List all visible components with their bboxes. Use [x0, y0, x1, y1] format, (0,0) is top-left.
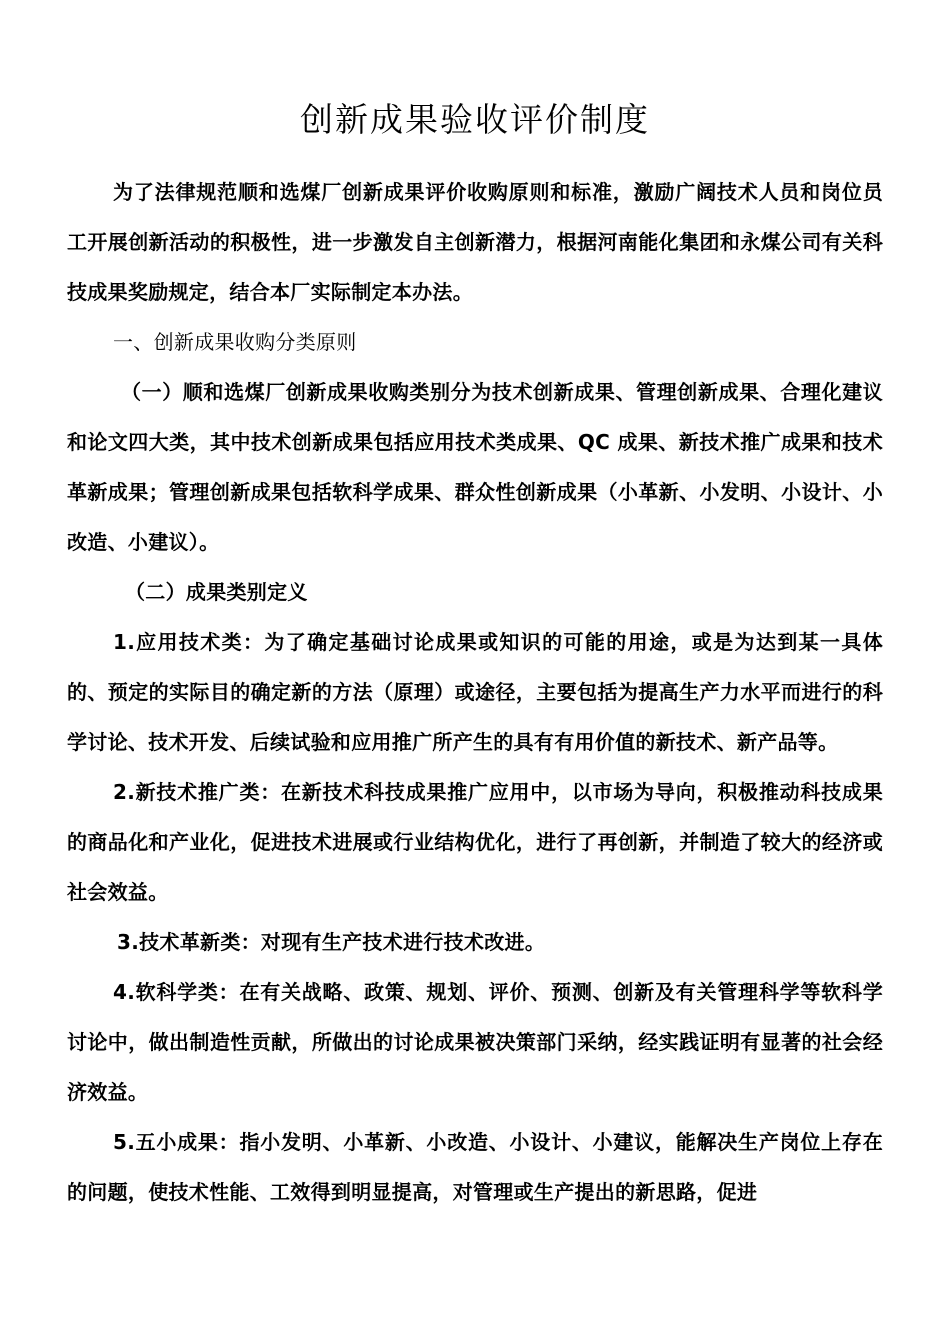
paragraph-tech-innovation: 3.技术革新类：对现有生产技术进行技术改进。 — [117, 930, 546, 954]
paragraph-applied-tech: 1.应用技术类：为了确定基础讨论成果或知识的可能的用途，或是为达到某一具体的、预定的实际目的确定新的方法（原理）或途径，主要包括为提高生产力水平而进行的科学讨论、技术开发、后续试验和应用推广所产生的具有有用价值的新技术、新产品等。 — [67, 630, 883, 754]
paragraph-new-tech-promotion: 2.新技术推广类：在新技术科技成果推广应用中，以市场为导向，积极推动科技成果的商品化和产业化，促进技术进展或行业结构优化，进行了再创新，并制造了较大的经济或社会效益。 — [67, 780, 883, 904]
document-body — [67, 167, 883, 1217]
paragraph-soft-science: 4.软科学类：在有关战略、政策、规划、评价、预测、创新及有关管理科学等软科学讨论中，做出制造性贡献，所做出的讨论成果被决策部门采纳，经实践证明有显著的社会经济效益。 — [67, 980, 883, 1104]
paragraph-category-overview: （一）顺和选煤厂创新成果收购类别分为技术创新成果、管理创新成果、合理化建议和论文四大类，其中技术创新成果包括应用技术类成果、QC 成果、新技术推广成果和技术革新成果；管理创新成果包括软科学成果、群众性创新成果（小革新、小发明、小设计、小改造、小建议）。 — [67, 380, 883, 554]
document-title: 创新成果验收评价制度 — [300, 100, 650, 140]
section-heading-1: 一、创新成果收购分类原则 — [113, 330, 357, 354]
paragraph-five-small: 5.五小成果：指小发明、小革新、小改造、小设计、小建议，能解决生产岗位上存在的问题，使技术性能、工效得到明显提高，对管理或生产提出的新思路，促进 — [67, 1130, 883, 1204]
intro-paragraph: 为了法律规范顺和选煤厂创新成果评价收购原则和标准，激励广阔技术人员和岗位员工开展创新活动的积极性，进一步激发自主创新潜力，根据河南能化集团和永煤公司有关科技成果奖励规定，结合本厂实际制定本办法。 — [67, 180, 883, 304]
section-heading-definitions: （二）成果类别定义 — [125, 580, 308, 604]
